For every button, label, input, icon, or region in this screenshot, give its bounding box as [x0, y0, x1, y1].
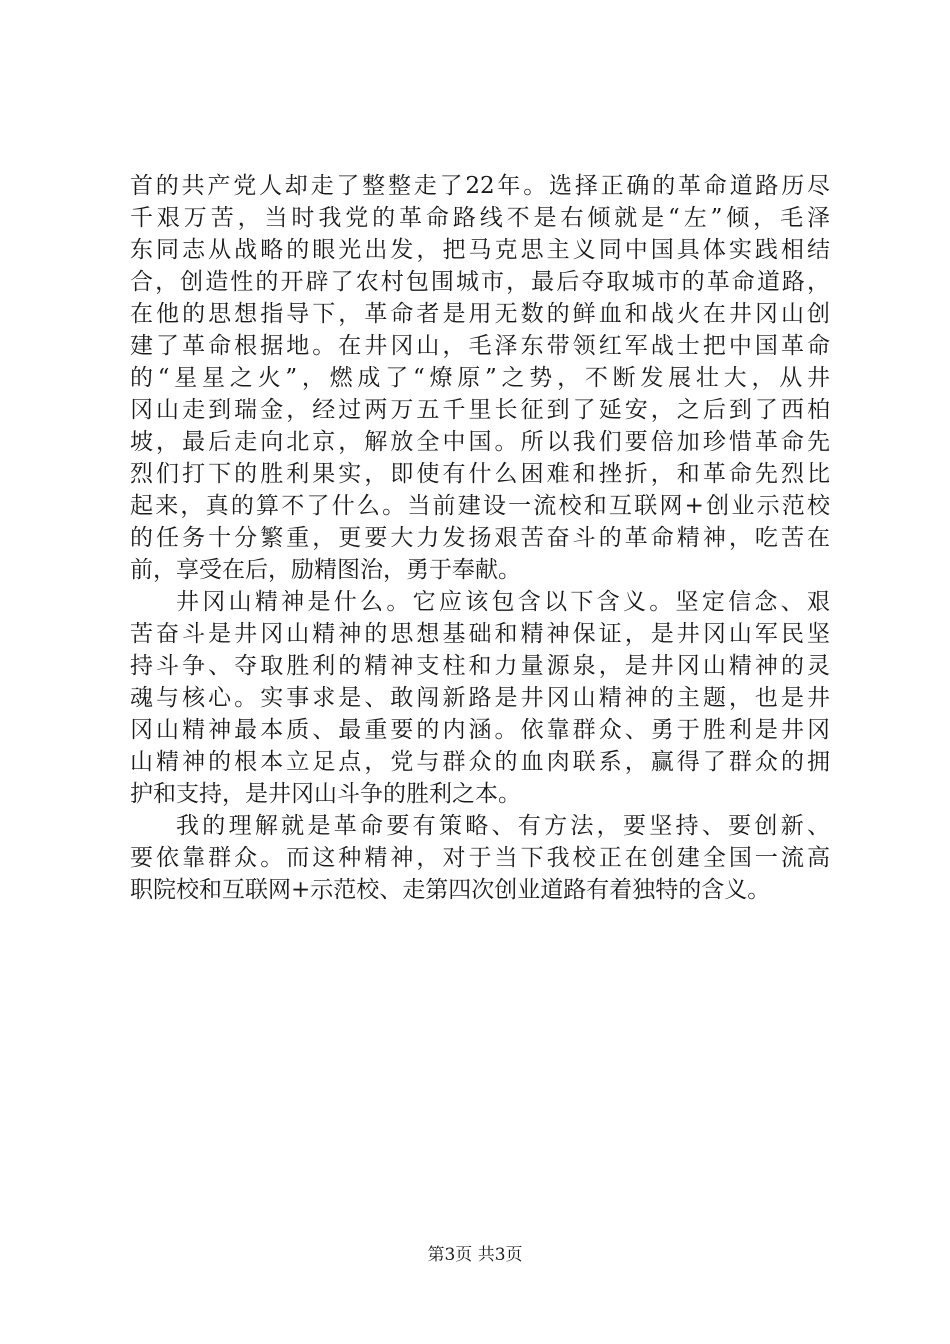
- text-line: 要依靠群众。而这种精神，对于当下我校正在创建全国一流高: [130, 845, 830, 871]
- text-line: 职院校和互联网+示范校、走第四次创业道路有着独特的含义。: [130, 877, 771, 903]
- text-line: 起来，真的算不了什么。当前建设一流校和互联网+创业示范校: [130, 493, 830, 519]
- text-line: 烈们打下的胜利果实，即使有什么困难和挫折，和革命先烈比: [130, 461, 830, 487]
- text-line: 合，创造性的开辟了农村包围城市，最后夺取城市的革命道路，: [130, 269, 830, 295]
- text-line: 持斗争、夺取胜利的精神支柱和力量源泉，是井冈山精神的灵: [130, 653, 830, 679]
- text-line: 东同志从战略的眼光出发，把马克思主义同中国具体实践相结: [130, 237, 830, 263]
- text-line: 冈山走到瑞金，经过两万五千里长征到了延安，之后到了西柏: [130, 397, 830, 423]
- text-line: 苦奋斗是井冈山精神的思想基础和精神保证，是井冈山军民坚: [130, 621, 830, 647]
- body-text: [130, 170, 830, 906]
- text-line: 建了革命根据地。在井冈山，毛泽东带领红军战士把中国革命: [130, 333, 830, 359]
- text-line: 前，享受在后，励精图治，勇于奉献。: [130, 557, 521, 583]
- text-line: 冈山精神最本质、最重要的内涵。依靠群众、勇于胜利是井冈: [130, 717, 830, 743]
- text-line: 的“星星之火”，燃成了“燎原”之势，不断发展壮大，从井: [130, 365, 830, 391]
- text-line: 护和支持，是井冈山斗争的胜利之本。: [130, 781, 521, 807]
- paragraph-3: [130, 810, 830, 906]
- paragraph-2: [130, 586, 830, 810]
- paragraph-1: [130, 170, 830, 586]
- text-line: 魂与核心。实事求是、敢闯新路是井冈山精神的主题，也是井: [130, 685, 830, 711]
- text-line: 井冈山精神是什么。它应该包含以下含义。坚定信念、艰: [176, 589, 830, 615]
- text-line: 首的共产党人却走了整整走了22年。选择正确的革命道路历尽: [130, 173, 830, 199]
- text-line: 千艰万苦，当时我党的革命路线不是右倾就是“左”倾，毛泽: [130, 205, 830, 231]
- text-line: 山精神的根本立足点，党与群众的血肉联系，赢得了群众的拥: [130, 749, 830, 775]
- text-line: 在他的思想指导下，革命者是用无数的鲜血和战火在井冈山创: [130, 301, 830, 327]
- text-line: 坡，最后走向北京，解放全中国。所以我们要倍加珍惜革命先: [130, 429, 830, 455]
- text-line: 的任务十分繁重，更要大力发扬艰苦奋斗的革命精神，吃苦在: [130, 525, 830, 551]
- text-line: 我的理解就是革命要有策略、有方法，要坚持、要创新、: [176, 813, 830, 839]
- page-footer: 第3页 共3页: [427, 1245, 523, 1265]
